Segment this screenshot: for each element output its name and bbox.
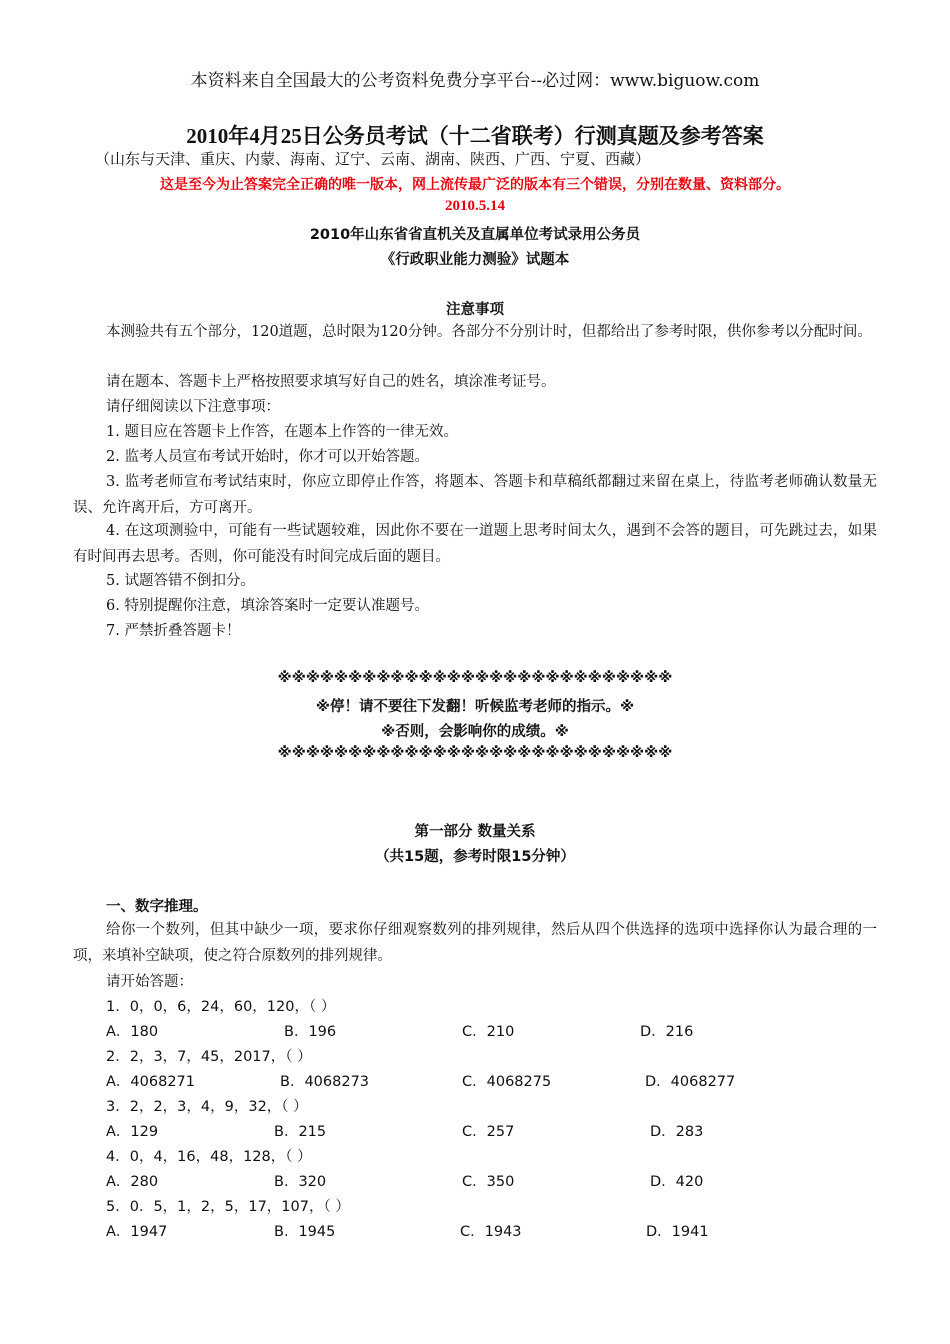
notice-paragraph-1: 本测验共有五个部分，120道题，总时限为120分钟。各部分不分别计时，但都给出了参考时限，供你参考以分配时间。 — [106, 324, 872, 340]
question-stem: 4．0，4，16，48，128，（ ） — [106, 1149, 312, 1165]
notice-item: 4. 在这项测验中，可能有一些试题较难，因此你不要在一道题上思考时间太久，遇到不会答的题目，可先跳过去，如果有时间再去思考。否则，你可能没有时间完成后面的题目。 — [73, 523, 877, 565]
publish-date: 2010.5.14 — [445, 198, 505, 214]
option-b: B．1945 — [274, 1224, 336, 1240]
option-a: A．180 — [106, 1024, 159, 1040]
option-c: C．350 — [462, 1174, 515, 1190]
exam-title-line2: 《行政职业能力测验》试题本 — [380, 252, 570, 268]
notice-item: 2. 监考人员宣布考试开始时，你才可以开始答题。 — [106, 449, 429, 465]
exam-title-line1: 2010年山东省省直机关及直属单位考试录用公务员 — [309, 227, 641, 243]
stop-box-border-top: ※※※※※※※※※※※※※※※※※※※※※※※※※※※※ — [277, 670, 673, 686]
option-d: D．4068277 — [645, 1074, 736, 1090]
option-d: D．1941 — [646, 1224, 709, 1240]
start-prompt: 请开始答题： — [106, 974, 193, 990]
notice-item: 6. 特别提醒你注意，填涂答案时一定要认准题号。 — [106, 598, 429, 614]
notice-paragraph-2: 请在题本、答题卡上严格按照要求填写好自己的姓名，填涂准考证号。 — [106, 374, 556, 390]
option-c: C．1943 — [460, 1224, 522, 1240]
part1-title: 第一部分 数量关系 — [414, 824, 536, 840]
option-d: D．216 — [640, 1024, 694, 1040]
option-c: C．4068275 — [462, 1074, 552, 1090]
option-b: B．320 — [274, 1174, 327, 1190]
option-a: A．280 — [106, 1174, 159, 1190]
option-c: C．210 — [462, 1024, 515, 1040]
option-d: D．283 — [650, 1124, 704, 1140]
option-a: A．129 — [106, 1124, 159, 1140]
question-stem: 1．0，0，6，24，60，120，（ ） — [106, 999, 336, 1015]
stop-box-line2: ※否则，会影响你的成绩。※ — [381, 724, 569, 740]
question-stem: 5．0．5，1，2，5，17，107，（ ） — [106, 1199, 350, 1215]
provinces-line: （山东与天津、重庆、内蒙、海南、辽宁、云南、湖南、陕西、广西、宁夏、西藏） — [95, 150, 651, 168]
option-a: A．1947 — [106, 1224, 168, 1240]
option-b: B．4068273 — [280, 1074, 370, 1090]
section-heading: 一、数字推理。 — [106, 899, 208, 915]
notice-item: 1. 题目应在答题卡上作答，在题本上作答的一律无效。 — [106, 424, 458, 440]
part1-subtitle: （共15题，参考时限15分钟） — [375, 849, 575, 865]
option-c: C．257 — [462, 1124, 515, 1140]
section-instructions: 给你一个数列，但其中缺少一项，要求你仔细观察数列的排列规律，然后从四个供选择的选项中选择你认为最合理的一项，来填补空缺项，使之符合原数列的排列规律。 — [73, 922, 877, 964]
question-stem: 2．2，3，7，45，2017，（ ） — [106, 1049, 312, 1065]
option-b: B．196 — [284, 1024, 337, 1040]
stop-box-line1: ※停！请不要往下发翻！听候监考老师的指示。※ — [315, 699, 635, 715]
notice-item: 3. 监考老师宣布考试结束时，你应立即停止作答，将题本、答题卡和草稿纸都翻过来留在桌上，待监考老师确认数量无误、允许离开后，方可离开。 — [73, 474, 877, 516]
option-a: A．4068271 — [106, 1074, 195, 1090]
stop-box-border-bottom: ※※※※※※※※※※※※※※※※※※※※※※※※※※※※ — [277, 745, 673, 761]
notice-heading: 注意事项 — [446, 302, 504, 318]
notice-item: 5. 试题答错不倒扣分。 — [106, 573, 255, 589]
source-header: 本资料来自全国最大的公考资料免费分享平台--必过网：www.biguow.com — [190, 71, 760, 91]
option-b: B．215 — [274, 1124, 327, 1140]
question-stem: 3．2，2，3，4，9，32，（ ） — [106, 1099, 308, 1115]
notice-paragraph-3: 请仔细阅读以下注意事项： — [106, 399, 280, 415]
warning-notice: 这是至今为止答案完全正确的唯一版本，网上流传最广泛的版本有三个错误，分别在数量、资料部分。 — [160, 177, 790, 193]
notice-item: 7. 严禁折叠答题卡！ — [106, 623, 241, 639]
option-d: D．420 — [650, 1174, 704, 1190]
page-title: 2010年4月25日公务员考试（十二省联考）行测真题及参考答案 — [186, 124, 764, 148]
